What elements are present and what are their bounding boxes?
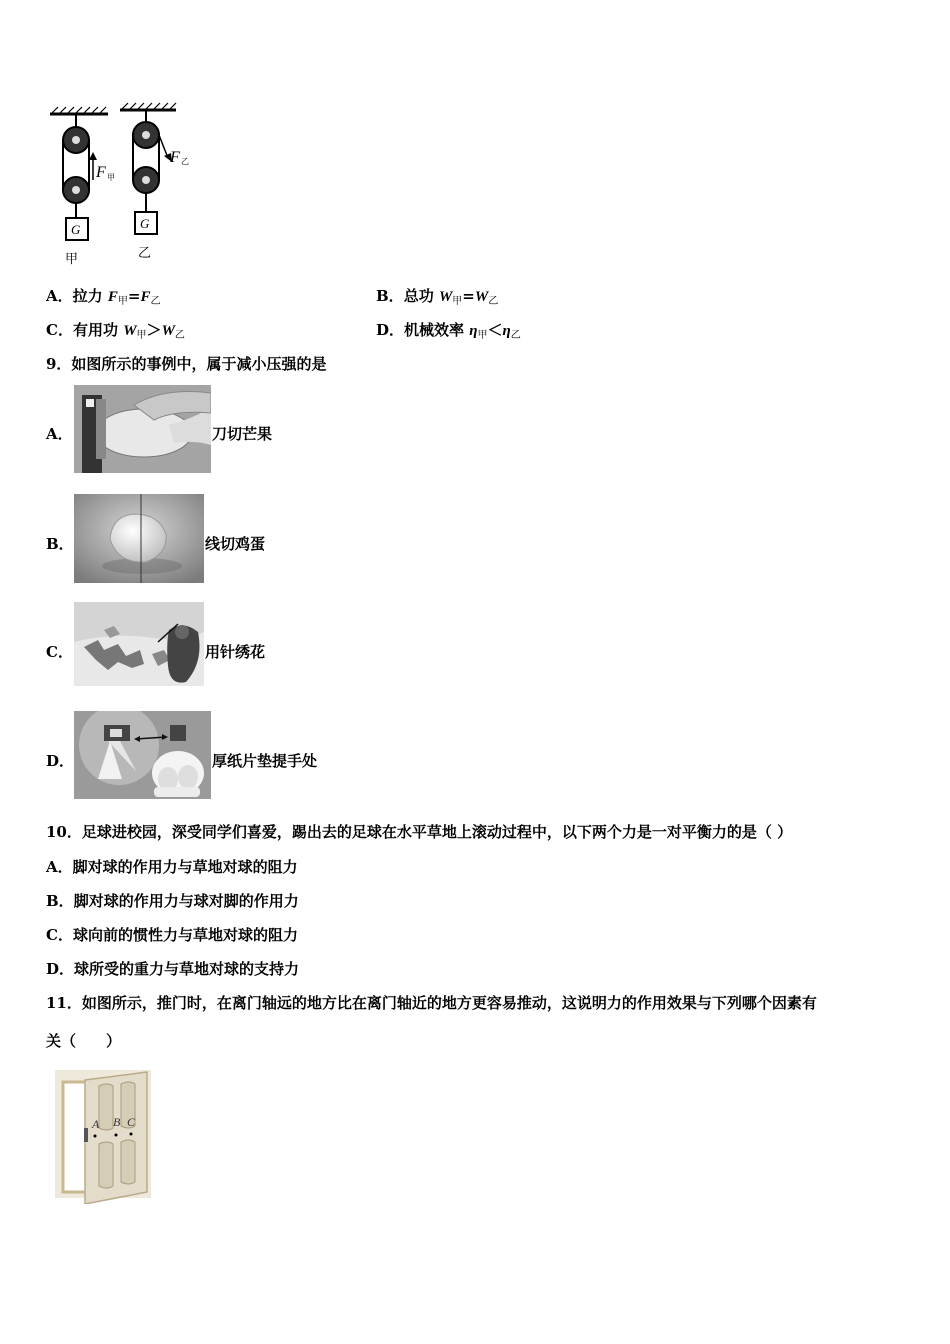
photo-needle-embroidery <box>74 602 204 686</box>
pulley-yi <box>133 110 172 234</box>
q9-option-c-caption: 用针绣花 <box>205 643 266 661</box>
q9-option-d-caption: 厚纸片垫提手处 <box>212 752 318 770</box>
pulley-figure <box>40 100 200 270</box>
ceiling-jia <box>50 107 108 114</box>
force-yi-sub: 乙 <box>181 157 189 166</box>
force-jia-sub: 甲 <box>107 173 115 182</box>
q9-option-b-caption: 线切鸡蛋 <box>205 535 266 553</box>
q9-stem: 9．如图所示的事例中，属于减小压强的是 <box>46 355 327 373</box>
q9-option-c-letter: C． <box>46 643 73 661</box>
door-point-c: C <box>127 1115 136 1129</box>
force-jia-label: F <box>96 164 106 181</box>
q10-option-b: B．脚对球的作用力与球对脚的作用力 <box>46 892 299 910</box>
q9-option-a-letter: A． <box>46 425 73 443</box>
q8-option-a: A．拉力 $F_甲=F_乙$ <box>46 287 161 307</box>
label-jia: 甲 <box>65 252 79 267</box>
ceiling-yi <box>120 103 176 110</box>
q8-option-c: C．有用功 $W_甲>W_乙$ <box>46 321 185 341</box>
door-point-b: B <box>113 1115 121 1129</box>
q9-option-a-caption: 刀切芒果 <box>212 425 273 443</box>
q9-option-d-letter: D． <box>46 752 75 770</box>
door-figure <box>55 1068 153 1204</box>
q10-option-d: D．球所受的重力与草地对球的支持力 <box>46 960 300 978</box>
label-yi: 乙 <box>138 246 152 261</box>
q10-option-a: A．脚对球的作用力与草地对球的阻力 <box>46 858 298 876</box>
q10-stem: 10．足球进校园，深受同学们喜爱，踢出去的足球在水平草地上滚动过程中，以下两个力是一对平衡力的是（ ） <box>46 823 793 841</box>
weight-jia-label: G <box>71 222 81 237</box>
photo-cardboard-handle <box>74 711 211 799</box>
q9-option-b-letter: B． <box>46 535 74 553</box>
q8-option-d: D．机械效率 $\eta_甲<\eta_乙$ <box>376 321 521 341</box>
q11-stem-line2: 关（ ） <box>46 1032 122 1050</box>
weight-yi-label: G <box>140 216 150 231</box>
q11-stem-line1: 11．如图所示，推门时，在离门轴远的地方比在离门轴近的地方更容易推动，这说明力的作用效果与下列哪个因素有 <box>46 994 817 1012</box>
photo-knife-mango <box>74 385 211 473</box>
q8-option-b: B．总功 $W_甲=W_乙$ <box>376 287 499 307</box>
q10-option-c: C．球向前的惯性力与草地对球的阻力 <box>46 926 298 944</box>
photo-thread-egg <box>74 494 204 583</box>
door-point-a: A <box>92 1117 100 1131</box>
force-yi-label: F <box>170 149 180 166</box>
